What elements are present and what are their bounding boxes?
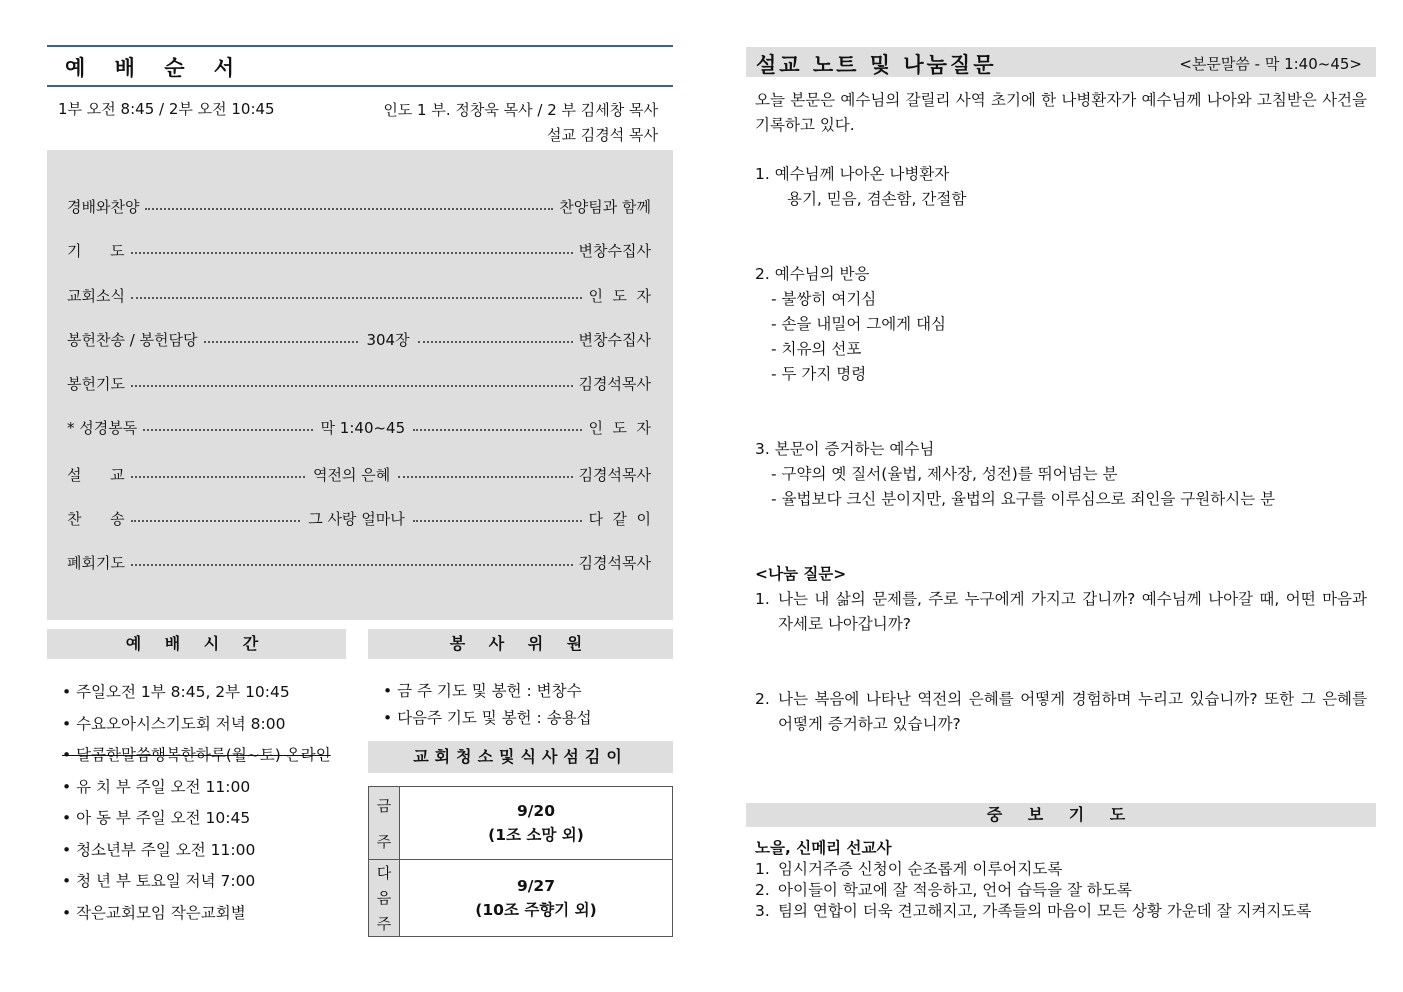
sharing-question-1 bbox=[755, 587, 1367, 637]
leaders-line-2: 설교 김경석 목사 bbox=[547, 126, 658, 144]
sermon-intro: 오늘 본문은 예수님의 갈릴리 사역 초기에 한 나병환자가 예수님께 나아와 고침받은 사건을 기록하고 있다. bbox=[755, 91, 1367, 134]
volunteers-heading: 봉 사 위 원 bbox=[368, 629, 673, 659]
order-item-label: 봉헌기도 bbox=[67, 374, 125, 393]
order-item-label: 봉헌찬송 / 봉헌담당 bbox=[67, 330, 198, 349]
order-item bbox=[67, 238, 651, 262]
order-item-right: 인 도 자 bbox=[588, 286, 651, 305]
order-item-right: 인 도 자 bbox=[588, 418, 652, 437]
list-item: • 청 년 부 토요일 저녁 7:00 bbox=[62, 872, 256, 890]
service-times: 1부 오전 8:45 / 2부 오전 10:45 bbox=[58, 100, 275, 118]
question-text: 나는 내 삶의 문제를, 주로 누구에게 가지고 갑니까? 예수님께 나아갈 때, 어떤 마음과 자세로 나아갑니까? bbox=[778, 590, 1367, 633]
point-title: 2. 예수님의 반응 bbox=[755, 265, 870, 283]
dotted-leader bbox=[131, 564, 573, 566]
list-item: • 달콤한말씀행복한하루(월~토) 온라인 bbox=[62, 746, 331, 764]
point-item: - 불쌍히 여기심 bbox=[771, 290, 877, 308]
prayer-text: 임시거주증 신청이 순조롭게 이루어지도록 bbox=[778, 860, 1063, 878]
leaders bbox=[383, 98, 658, 148]
point-title: 3. 본문이 증거하는 예수님 bbox=[755, 440, 935, 458]
order-item-label: 교회소식 bbox=[67, 286, 125, 305]
sermon-point-3 bbox=[755, 437, 1367, 512]
order-item-mid: 막 1:40~45 bbox=[320, 418, 406, 437]
dotted-leader bbox=[145, 208, 553, 210]
cleaning-row-this-week bbox=[369, 787, 672, 860]
point-item: - 율법보다 크신 분이지만, 율법의 요구를 이루심으로 죄인을 구원하시는 분 bbox=[771, 490, 1276, 508]
dotted-leader bbox=[143, 429, 312, 431]
point-body: 용기, 믿음, 겸손함, 간절함 bbox=[787, 190, 967, 208]
point-title: 1. 예수님께 나아온 나병환자 bbox=[755, 165, 950, 183]
sharing-question-2-row bbox=[755, 687, 1367, 737]
order-item bbox=[67, 327, 651, 351]
cleaning-row-side-label bbox=[369, 860, 400, 936]
dotted-leader bbox=[131, 252, 573, 254]
sermon-notes-header bbox=[746, 47, 1376, 77]
intercessory-prayer bbox=[755, 838, 1367, 922]
question-text: 나는 복음에 나타난 역전의 은혜를 어떻게 경험하며 누리고 있습니까? 또한 그 은혜를 어떻게 증거하고 있습니까? bbox=[778, 690, 1367, 733]
order-item-label: 기 도 bbox=[67, 241, 125, 260]
question-number: 1. bbox=[755, 590, 770, 608]
worship-order-box bbox=[47, 150, 673, 620]
list-item: • 작은교회모임 작은교회별 bbox=[62, 903, 246, 922]
cleaning-table bbox=[368, 786, 673, 937]
dotted-leader bbox=[413, 429, 582, 431]
order-item-label: 경배와찬양 bbox=[67, 197, 140, 216]
dotted-leader bbox=[131, 297, 582, 299]
dotted-leader bbox=[131, 520, 301, 522]
order-item-mid: 그 사랑 얼마나 bbox=[308, 509, 405, 528]
order-item bbox=[67, 194, 651, 218]
prayer-item bbox=[755, 901, 1367, 922]
dotted-leader bbox=[418, 341, 573, 343]
order-item-right: 김경석목사 bbox=[578, 553, 651, 572]
dotted-leader bbox=[131, 385, 573, 387]
side-char: 주 bbox=[376, 914, 392, 933]
intercessory-prayer-heading: 중 보 기 도 bbox=[746, 803, 1376, 827]
side-char: 음 bbox=[376, 889, 392, 908]
worship-times-list bbox=[62, 678, 331, 930]
order-item-right: 김경석목사 bbox=[578, 465, 652, 484]
side-char: 주 bbox=[376, 832, 392, 851]
missionary-name: 노을, 신메리 선교사 bbox=[755, 839, 892, 857]
order-item-right: 김경석목사 bbox=[578, 374, 651, 393]
list-item: • 유 치 부 주일 오전 11:00 bbox=[62, 777, 251, 796]
order-item-right: 찬양팀과 함께 bbox=[559, 197, 651, 216]
order-item-label: * 성경봉독 bbox=[67, 418, 138, 437]
cleaning-row-next-week bbox=[369, 860, 672, 936]
sermon-point-2 bbox=[755, 262, 1367, 387]
order-item-mid: 304장 bbox=[366, 330, 410, 349]
order-item-mid: 역전의 은혜 bbox=[312, 465, 391, 484]
worship-times-heading: 예 배 시 간 bbox=[47, 629, 346, 659]
cleaning-team: (1조 소망 외) bbox=[488, 826, 584, 844]
dotted-leader bbox=[131, 476, 305, 478]
list-item: • 아 동 부 주일 오전 10:45 bbox=[62, 809, 251, 827]
cleaning-team: (10조 주향기 외) bbox=[475, 901, 597, 919]
prayer-item bbox=[755, 859, 1367, 880]
prayer-item bbox=[755, 880, 1367, 901]
volunteers-list bbox=[383, 678, 592, 732]
prayer-number: 2. bbox=[755, 881, 770, 899]
dotted-leader bbox=[204, 341, 359, 343]
order-item bbox=[67, 506, 651, 530]
scripture-reference: <본문말씀 - 막 1:40~45> bbox=[1179, 55, 1362, 73]
order-item bbox=[67, 462, 651, 486]
list-item: • 다음주 기도 및 봉헌 : 송용섭 bbox=[383, 709, 592, 727]
worship-order-title-box bbox=[47, 45, 673, 87]
prayer-number: 1. bbox=[755, 860, 770, 878]
side-char: 금 bbox=[376, 796, 392, 815]
sharing-question-2 bbox=[755, 687, 1367, 737]
order-item-label: 찬 송 bbox=[67, 509, 125, 528]
cleaning-row-content bbox=[400, 860, 672, 936]
list-item: • 주일오전 1부 8:45, 2부 10:45 bbox=[62, 683, 290, 701]
order-item bbox=[67, 550, 651, 574]
list-item: • 청소년부 주일 오전 11:00 bbox=[62, 840, 256, 859]
order-item-right: 변창수집사 bbox=[578, 330, 651, 349]
prayer-text: 팀의 연합이 더욱 견고해지고, 가족들의 마음이 모든 상황 가운데 잘 지켜지도록 bbox=[778, 902, 1312, 920]
order-item-right: 변창수집사 bbox=[578, 241, 651, 260]
order-item-right: 다 같 이 bbox=[588, 509, 651, 528]
question-number: 2. bbox=[755, 690, 770, 708]
point-item: - 두 가지 명령 bbox=[771, 365, 867, 383]
prayer-text: 아이들이 학교에 잘 적응하고, 언어 습득을 잘 하도록 bbox=[778, 881, 1132, 899]
sermon-point-1 bbox=[755, 162, 1367, 212]
order-item-label: 폐회기도 bbox=[67, 553, 125, 572]
cleaning-row-content bbox=[400, 787, 672, 859]
dotted-leader bbox=[398, 476, 572, 478]
list-item: • 수요오아시스기도회 저녁 8:00 bbox=[62, 714, 286, 733]
cleaning-heading: 교회청소및식사섬김이 bbox=[368, 741, 673, 773]
worship-order-title: 예 배 순 서 bbox=[65, 56, 246, 80]
order-item bbox=[67, 283, 651, 307]
sharing-questions bbox=[755, 562, 1367, 637]
cleaning-date: 9/20 bbox=[516, 802, 556, 820]
point-item: - 치유의 선포 bbox=[771, 340, 862, 358]
point-item: - 손을 내밀어 그에게 대심 bbox=[771, 315, 947, 333]
order-item-label: 설 교 bbox=[67, 465, 125, 484]
cleaning-date: 9/27 bbox=[516, 877, 556, 895]
side-char: 다 bbox=[376, 864, 392, 883]
point-item: - 구약의 옛 질서(율법, 제사장, 성전)를 뛰어넘는 분 bbox=[771, 465, 1118, 483]
sharing-title: <나눔 질문> bbox=[755, 565, 847, 583]
list-item: • 금 주 기도 및 봉헌 : 변창수 bbox=[383, 682, 582, 700]
order-item bbox=[67, 371, 651, 395]
leaders-line-1: 인도 1 부. 정창욱 목사 / 2 부 김세창 목사 bbox=[383, 101, 658, 119]
sermon-notes-title: 설교 노트 및 나눔질문 bbox=[756, 53, 997, 77]
prayer-number: 3. bbox=[755, 902, 770, 920]
order-item bbox=[67, 415, 651, 439]
dotted-leader bbox=[413, 520, 583, 522]
cleaning-row-side-label bbox=[369, 787, 400, 859]
